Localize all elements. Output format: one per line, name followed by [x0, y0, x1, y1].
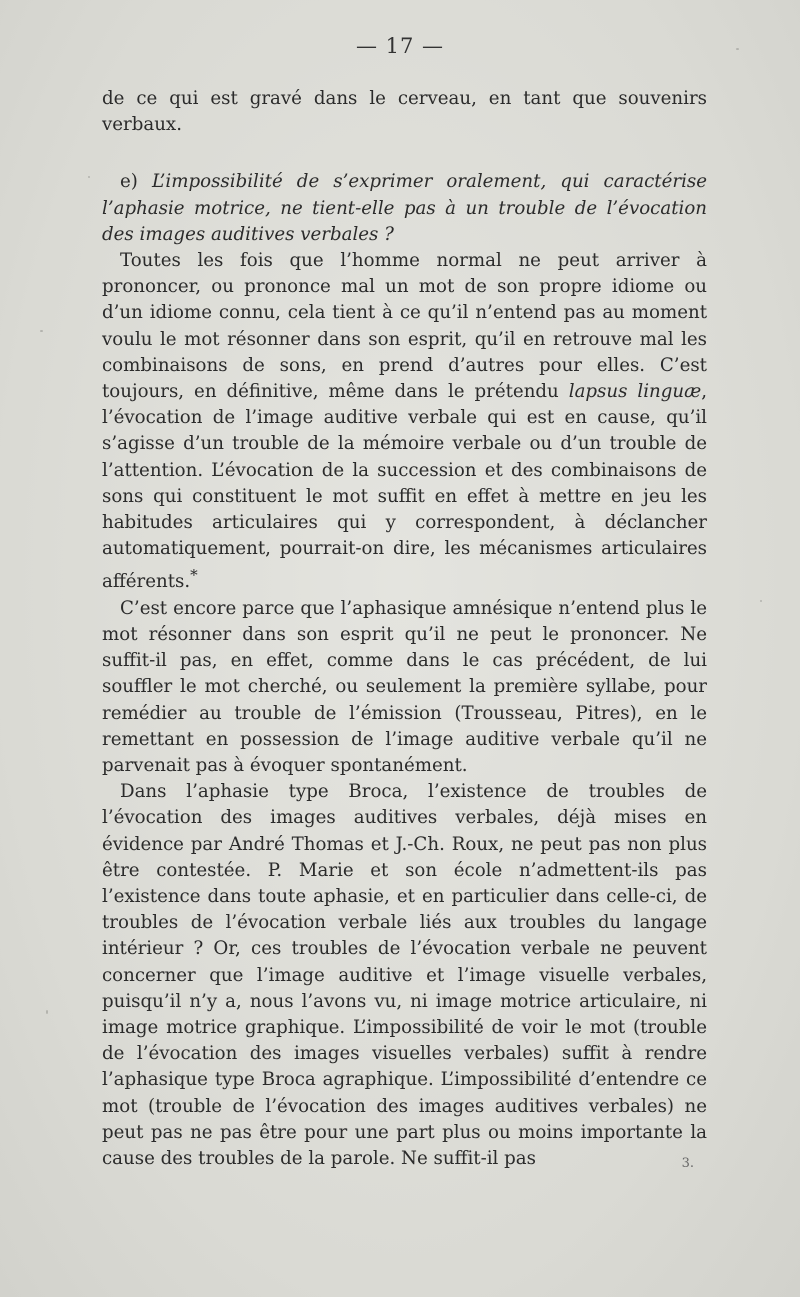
asterisk-mark: * — [190, 566, 198, 585]
body-text — [102, 86, 707, 1172]
paragraph-continuation: de ce qui est gravé dans le cerveau, en tant que souvenirs verbaux. — [102, 88, 707, 136]
paragraph-normal-speech-part2: , l’évocation de l’image auditive verbale qui est en cause, qu’il s’agisse d’un trouble de la mémoire verbale ou d’un trouble de l’attention. L’évocation de la succession et des combinaisons de sons qui constituent le mot suffit en effet à mettre en jeu les habitudes articulaires qui y correspondent, à déclancher automatiquement, pourrait-on dire, les mécanismes articulaires afférents. — [102, 381, 707, 593]
question-paragraph — [102, 169, 707, 248]
speck — [40, 330, 43, 332]
speck — [88, 176, 90, 178]
signature-mark: 3. — [681, 1156, 694, 1171]
question-label: e) — [120, 171, 138, 193]
speck — [736, 48, 739, 50]
paragraph-normal-speech-part1: Toutes les fois que l’homme normal ne peut arriver à prononcer, ou prononce mal un mot de son propre idiome ou d’un idiome connu, cela tient à ce qu’il n’entend pas au moment voulu le mot résonner dans son esprit, qu’il en retrouve mal les combinaisons de sons, en prend d’autres pour elles. C’est toujours, en définitive, même dans le prétendu — [102, 250, 707, 403]
speck — [760, 600, 762, 602]
paragraph-amnesic-aphasia: C’est encore parce que l’aphasique amnésique n’entend plus le mot résonner dans son esprit qu’il ne peut le prononcer. Ne suffit-il pas, en effet, comme dans le cas précédent, de lui souffler le mot cherché, ou seulement la première syllabe, pour remédier au trouble de l’émission (Trousseau, Pitres), en le remettant en possession de l’image auditive verbale qu’il ne parvenait pas à évoquer spontanément. — [102, 597, 707, 776]
page-number-header: — 17 — — [355, 34, 445, 58]
paragraph-broca-aphasia: Dans l’aphasie type Broca, l’existence de troubles de l’évocation des images auditives verbales, déjà mises en évidence par André Thomas et J.-Ch. Roux, ne peut pas non plus être contestée. P. Marie et son école n’admettent-ils pas l’existence dans toute aphasie, et en particulier dans celle-ci, de troubles de l’évocation verbale liés aux troubles du langage intérieur ? Or, ces troubles de l’évocation verbale ne peuvent concerner que l’image auditive et l’image visuelle verbales, puisqu’il n’y a, nous l’avons vu, ni image motrice articulaire, ni image motrice graphique. L’impossibilité de voir le mot (trouble de l’évocation des images visuelles verbales) suffit à rendre l’aphasique type Broca agraphique. L’impossibilité d’entendre ce mot (trouble de l’évocation des images auditives verbales) ne peut pas ne pas être pour une part plus ou moins importante la cause des troubles de la parole. Ne suffit-il pas — [102, 781, 707, 1169]
paragraph-normal-speech — [102, 248, 707, 596]
lapsus-linguae: lapsus linguæ — [568, 381, 702, 403]
speck — [46, 1010, 48, 1014]
question-text: L’impossibilité de s’exprimer oralement, qui caractérise l’aphasie motrice, ne tient-elle pas à un trouble de l’évocation des images auditives verbales ? — [102, 171, 707, 245]
